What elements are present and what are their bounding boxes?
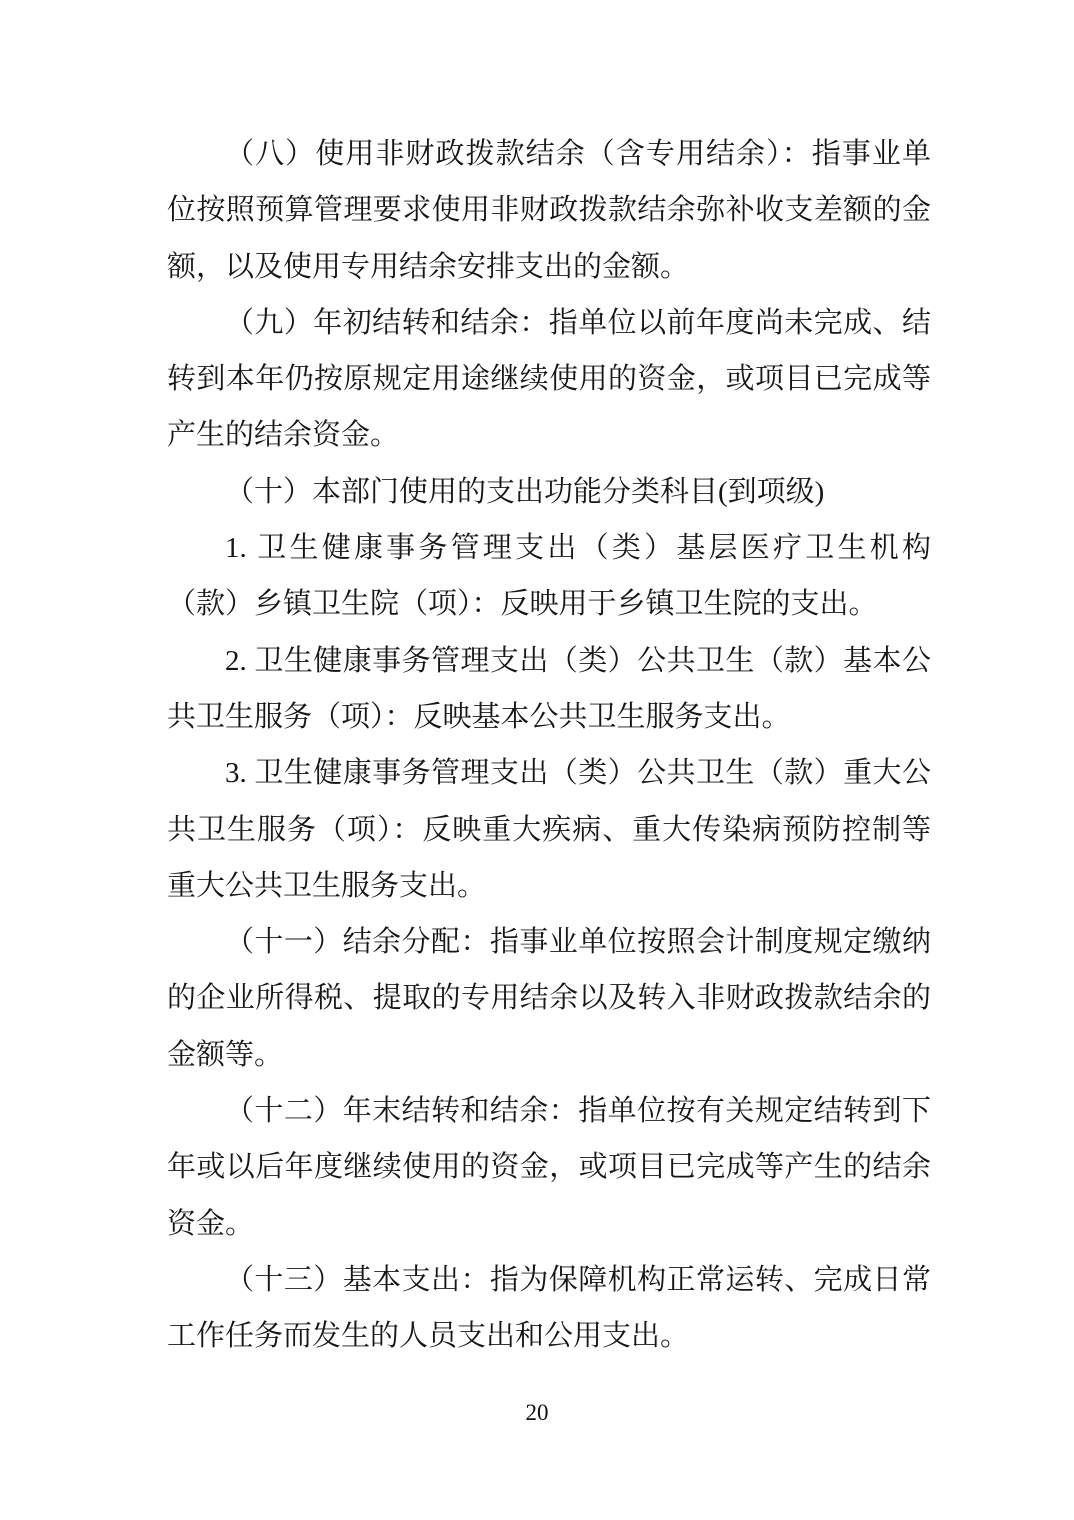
document-body xyxy=(167,126,931,1365)
paragraph-11-definition: （十一）结余分配：指事业单位按照会计制度规定缴纳的企业所得税、提取的专用结余以及转入非财政拨款结余的金额等。 xyxy=(167,926,931,1071)
paragraph-13-definition: （十三）基本支出：指为保障机构正常运转、完成日常工作任务而发生的人员支出和公用支出。 xyxy=(167,1263,931,1353)
paragraph-12-definition: （十二）年末结转和结余：指单位按有关规定结转到下年或以后年度继续使用的资金，或项目已完成等产生的结余资金。 xyxy=(167,1095,931,1240)
paragraph-item-1: 1. 卫生健康事务管理支出（类）基层医疗卫生机构（款）乡镇卫生院（项）：反映用于乡镇卫生院的支出。 xyxy=(167,532,931,621)
paragraph-8-definition: （八）使用非财政拨款结余（含专用结余）：指事业单位按照预算管理要求使用非财政拨款结余弥补收支差额的金额，以及使用专用结余安排支出的金额。 xyxy=(167,138,931,283)
paragraph-9-definition: （九）年初结转和结余：指单位以前年度尚未完成、结转到本年仍按原规定用途继续使用的资金，或项目已完成等产生的结余资金。 xyxy=(167,306,931,452)
paragraph-item-3: 3. 卫生健康事务管理支出（类）公共卫生（款）重大公共卫生服务（项）：反映重大疾病、重大传染病预防控制等重大公共卫生服务支出。 xyxy=(167,757,931,902)
page-footer xyxy=(0,1398,1074,1428)
page-number: 20 xyxy=(525,1400,549,1425)
paragraph-10-heading: （十）本部门使用的支出功能分类科目(到项级) xyxy=(225,475,825,508)
paragraph-item-2: 2. 卫生健康事务管理支出（类）公共卫生（款）基本公共卫生服务（项）：反映基本公共卫生服务支出。 xyxy=(167,644,931,733)
